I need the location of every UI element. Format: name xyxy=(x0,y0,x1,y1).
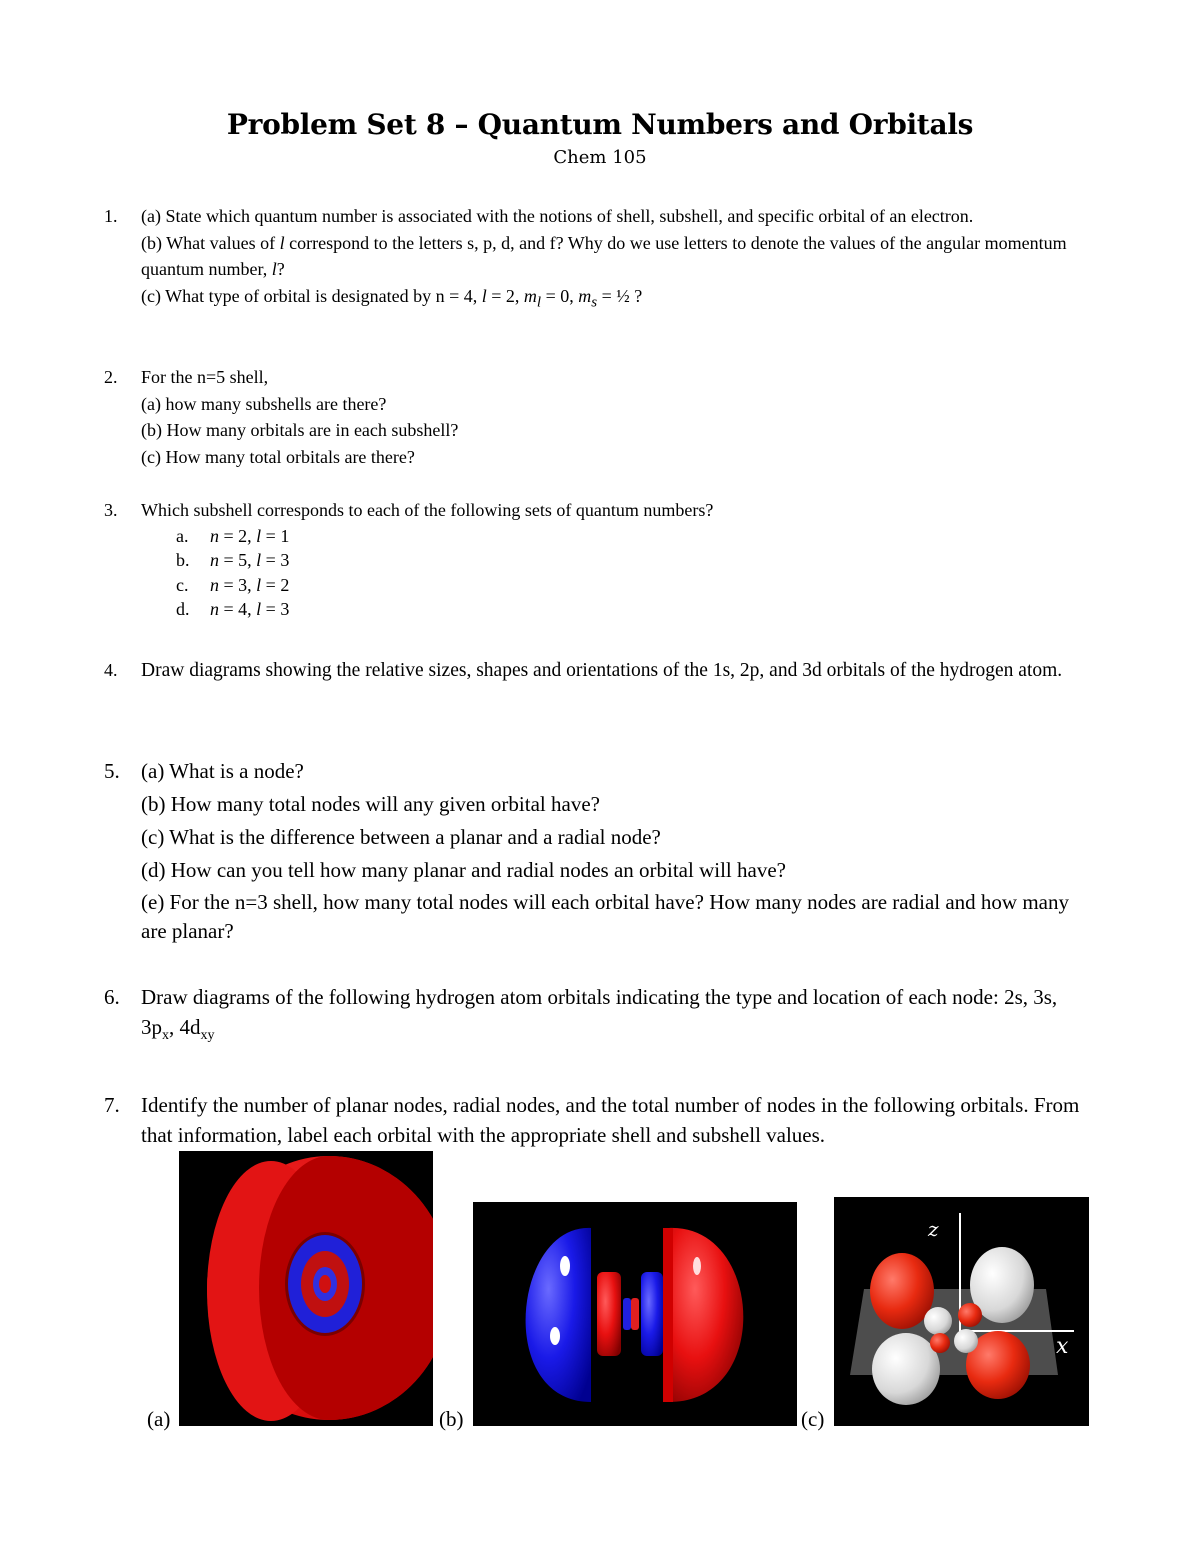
question-5e: (e) For the n=3 shell, how many total nodes will each orbital have? How many nodes are radial and how many are planar? xyxy=(141,890,1069,943)
question-3-intro: Which subshell corresponds to each of the following sets of quantum numbers? xyxy=(141,500,714,520)
s-orbital-cutaway-icon xyxy=(179,1151,433,1426)
question-1c: (c) What type of orbital is designated by n = 4, l = 2, $m_l = 0$, $m_s$ = ½ ? xyxy=(141,285,643,311)
list-item: b. n = 5, l = 3 xyxy=(176,550,290,570)
question-5 xyxy=(104,756,1094,946)
question-number: 1. xyxy=(104,206,118,226)
figure-a-label: (a) xyxy=(147,1407,171,1431)
question-2 xyxy=(104,364,1094,470)
figure-c-label: (c) xyxy=(801,1407,825,1431)
question-2b: (b) How many orbitals are in each subshell? xyxy=(141,420,459,440)
question-number: 6. xyxy=(104,985,120,1009)
figure-a-orbital-image xyxy=(179,1151,433,1426)
question-5a: (a) What is a node? xyxy=(141,759,304,783)
question-6 xyxy=(104,982,1094,1051)
d-orbital-lobes-icon xyxy=(834,1197,1089,1426)
figure-b-orbital-image xyxy=(473,1202,797,1426)
question-7-text: Identify the number of planar nodes, radial nodes, and the total number of nodes in the following orbitals. From that information, label each orbital with the appropriate shell and subshell values. xyxy=(141,1093,1080,1147)
x-axis-label: x xyxy=(1056,1334,1069,1359)
question-4-text: Draw diagrams showing the relative sizes, shapes and orientations of the 1s, 2p, and 3d orbitals of the hydrogen atom. xyxy=(141,660,1063,681)
question-1 xyxy=(104,203,1094,316)
p-orbital-lobes-icon xyxy=(473,1202,797,1426)
question-4 xyxy=(104,657,1094,684)
question-number: 2. xyxy=(104,367,118,387)
question-2-intro: For the n=5 shell, xyxy=(141,367,269,387)
question-5c: (c) What is the difference between a planar and a radial node? xyxy=(141,825,661,849)
question-2c: (c) How many total orbitals are there? xyxy=(141,446,415,467)
list-item: d. n = 4, l = 3 xyxy=(176,599,290,619)
question-number: 5. xyxy=(104,759,120,783)
question-6-text: Draw diagrams of the following hydrogen atom orbitals indicating the type and location of each node: 2s, 3s, $3p_x$, $4d_{xy}$ xyxy=(141,985,1058,1044)
figure-b-label: (b) xyxy=(439,1407,464,1431)
figure-c-orbital-image xyxy=(834,1197,1089,1426)
list-item: c. n = 3, l = 2 xyxy=(176,574,290,595)
question-7 xyxy=(104,1090,1094,1150)
question-5b: (b) How many total nodes will any given orbital have? xyxy=(141,792,600,816)
question-2a: (a) how many subshells are there? xyxy=(141,393,387,414)
question-number: 3. xyxy=(104,500,118,520)
question-number: 4. xyxy=(104,660,118,680)
list-item: a. n = 2, l = 1 xyxy=(176,525,290,546)
z-axis-label: z xyxy=(928,1217,939,1241)
question-3 xyxy=(104,497,1094,622)
question-1b: (b) What values of l correspond to the letters s, p, d, and f? Why do we use letters to denote the values of the angular momentum quantum number, l? xyxy=(141,232,1067,279)
question-number: 7. xyxy=(104,1093,120,1117)
course-subtitle: Chem 105 xyxy=(553,147,647,168)
quantum-number-list xyxy=(176,524,1094,622)
page-title: Problem Set 8 – Quantum Numbers and Orbitals xyxy=(226,108,974,141)
question-1a: (a) State which quantum number is associated with the notions of shell, subshell, and specific orbital of an electron. xyxy=(141,206,974,226)
question-5d: (d) How can you tell how many planar and radial nodes an orbital will have? xyxy=(141,858,786,882)
